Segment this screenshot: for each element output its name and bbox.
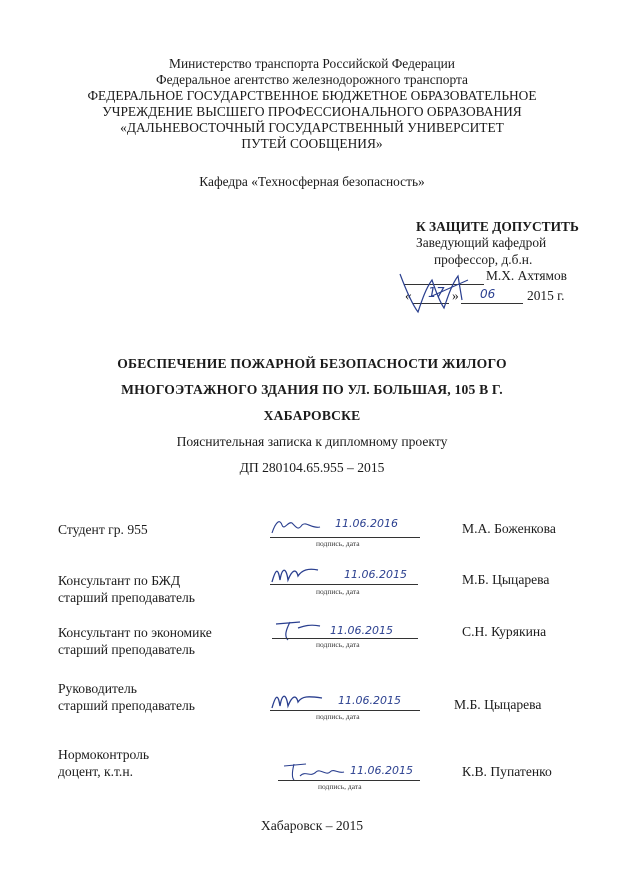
sig-row-5-caption: подпись, дата bbox=[318, 782, 362, 791]
thesis-subtitle: Пояснительная записка к дипломному проекту bbox=[176, 434, 448, 449]
department-line: Кафедра «Техносферная безопасность» bbox=[199, 174, 425, 189]
sig-row-2-role-2: старший преподаватель bbox=[58, 590, 195, 605]
sig-row-5-name: К.В. Пупатенко bbox=[462, 764, 552, 779]
sig-row-2-name: М.Б. Цыцарева bbox=[462, 572, 550, 587]
approval-month-handwritten: 06 bbox=[480, 287, 496, 301]
thesis-title-line-1: ОБЕСПЕЧЕНИЕ ПОЖАРНОЙ БЕЗОПАСНОСТИ ЖИЛОГО bbox=[117, 356, 507, 371]
approval-title: К ЗАЩИТЕ ДОПУСТИТЬ bbox=[416, 219, 579, 234]
sig-row-4-role-2: старший преподаватель bbox=[58, 698, 195, 713]
sig-row-3-name: С.Н. Курякина bbox=[462, 624, 547, 639]
approval-position: Заведующий кафедрой bbox=[416, 235, 547, 250]
sig-row-2-line bbox=[270, 584, 418, 585]
agency-line: Федеральное агентство железнодорожного транспорта bbox=[156, 72, 468, 87]
sig-row-5-line bbox=[278, 780, 420, 781]
institution-line-1: ФЕДЕРАЛЬНОЕ ГОСУДАРСТВЕННОЕ БЮДЖЕТНОЕ ОБРАЗОВАТЕЛЬНОЕ bbox=[87, 88, 537, 103]
sig-row-4-role: Руководитель bbox=[58, 681, 137, 696]
sig-row-2-date: 11.06.2015 bbox=[344, 568, 407, 581]
sig-row-5-role-2: доцент, к.т.н. bbox=[58, 764, 134, 779]
sig-row-5-date: 11.06.2015 bbox=[350, 764, 413, 777]
sig-row-3-role-2: старший преподаватель bbox=[58, 642, 195, 657]
approval-quote-open: « bbox=[405, 288, 412, 303]
ministry-line: Министерство транспорта Российской Федерации bbox=[169, 56, 455, 71]
sig-row-3-date: 11.06.2015 bbox=[330, 624, 393, 637]
sig-row-1-role: Студент гр. 955 bbox=[58, 522, 148, 537]
sig-row-4-line bbox=[270, 710, 420, 711]
sig-row-1-line bbox=[270, 537, 420, 538]
sig-row-4-caption: подпись, дата bbox=[316, 712, 360, 721]
sig-row-2-caption: подпись, дата bbox=[316, 587, 360, 596]
thesis-code: ДП 280104.65.955 – 2015 bbox=[239, 460, 385, 475]
sig-row-1-name: М.А. Боженкова bbox=[462, 521, 556, 536]
sig-row-3-role: Консультант по экономике bbox=[58, 625, 212, 640]
sig-row-3-line bbox=[272, 638, 418, 639]
approval-day-handwritten: 17 bbox=[428, 286, 445, 301]
thesis-title-line-2: МНОГОЭТАЖНОГО ЗДАНИЯ ПО УЛ. БОЛЬШАЯ, 105 В Г. bbox=[121, 382, 503, 397]
sig-row-5-role: Нормоконтроль bbox=[58, 747, 150, 762]
sig-row-1-date: 11.06.2016 bbox=[335, 517, 398, 530]
approval-signature-icon bbox=[392, 260, 512, 320]
institution-line-2: УЧРЕЖДЕНИЕ ВЫСШЕГО ПРОФЕССИОНАЛЬНОГО ОБРАЗОВАНИЯ bbox=[102, 104, 522, 119]
sig-row-4-date: 11.06.2015 bbox=[338, 694, 401, 707]
sig-row-1-caption: подпись, дата bbox=[316, 539, 360, 548]
approval-year: 2015 г. bbox=[527, 288, 565, 303]
institution-line-4: ПУТЕЙ СООБЩЕНИЯ» bbox=[241, 136, 383, 151]
sig-row-2-role: Консультант по БЖД bbox=[58, 573, 181, 588]
approval-quote-close: » bbox=[452, 288, 459, 303]
approval-degree: профессор, д.б.н. bbox=[434, 252, 533, 267]
thesis-title-line-3: ХАБАРОВСКЕ bbox=[263, 408, 361, 423]
sig-row-3-caption: подпись, дата bbox=[316, 640, 360, 649]
signature-scribble-icon bbox=[268, 515, 328, 539]
city-year: Хабаровск – 2015 bbox=[260, 818, 364, 833]
institution-line-3: «ДАЛЬНЕВОСТОЧНЫЙ ГОСУДАРСТВЕННЫЙ УНИВЕРСИТЕТ bbox=[120, 120, 504, 135]
sig-row-4-name: М.Б. Цыцарева bbox=[454, 697, 542, 712]
approval-name: М.Х. Ахтямов bbox=[486, 268, 567, 283]
